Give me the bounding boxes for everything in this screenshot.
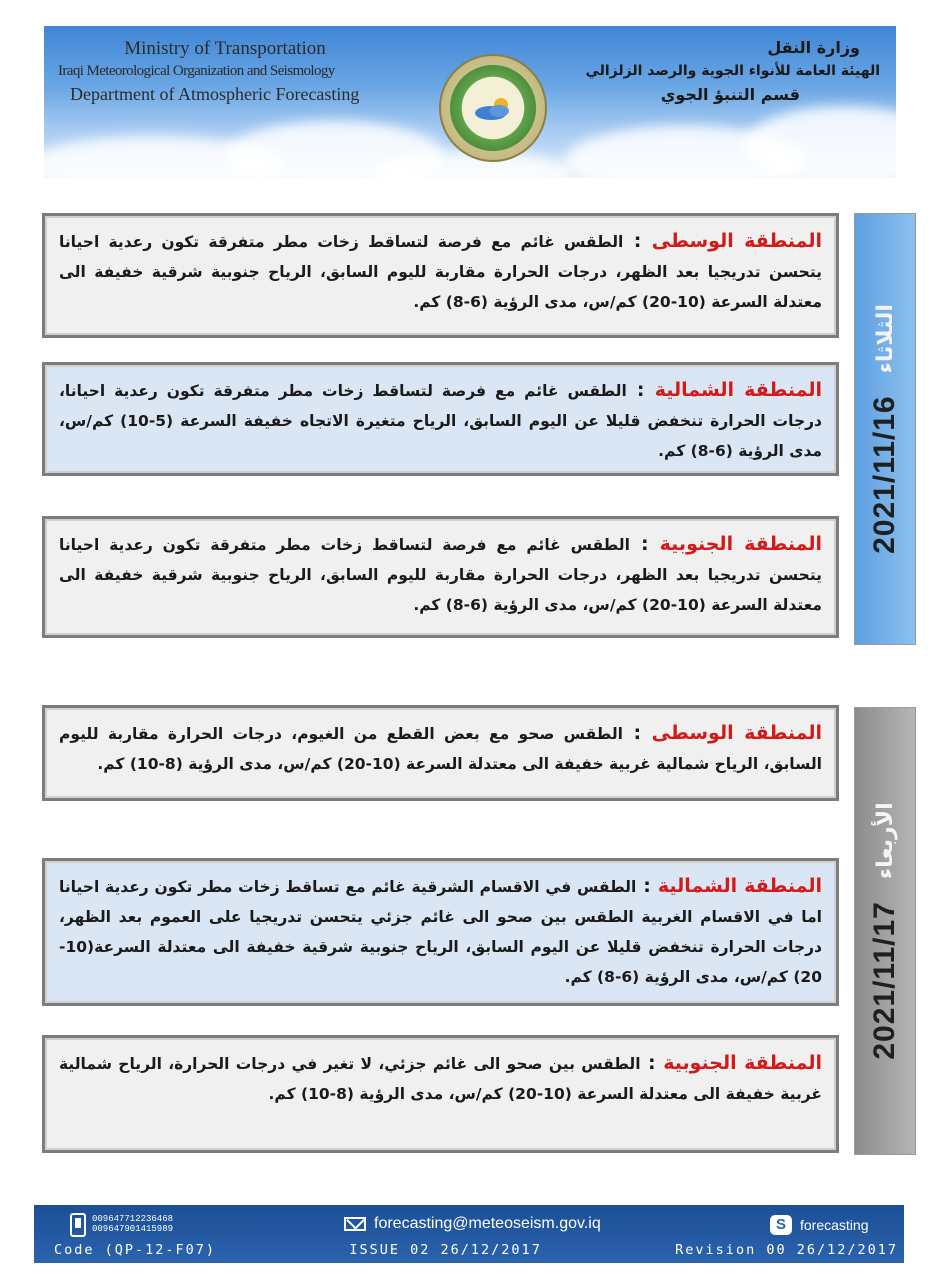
day-tab-wednesday: [854, 707, 916, 1155]
region-label: المنطقة الشمالية: [654, 379, 823, 401]
day-date: 2021/11/16: [868, 395, 901, 554]
ministry-name-en: Ministry of Transportation: [124, 38, 326, 59]
forecast-text: الطقس في الاقسام الشرقية غائم مع تساقط زخات مطر تكون رعدية احيانا اما في الاقسام الغربية الطقس بين صحو الى غائم جزئي يتحسن تدريجيا على العموم بعد الظهر، درجات الحرارة تنخفض قليلا عن اليوم السابق، الرياح جنوبية شرقية خفيفة الى معتدلة السرعة(10-20) كم/س، مدى الرؤية (6-8) كم.: [59, 878, 822, 986]
region-label: المنطقة الجنوبية: [659, 533, 822, 555]
phone-numbers: [92, 1214, 173, 1234]
header-english: [58, 38, 368, 105]
forecast-text: الطقس صحو مع بعض القطع من الغيوم، درجات الحرارة مقاربة لليوم السابق، الرياح شمالية غربية خفيفة الى معتدلة السرعة (10-20) كم/س، مدى الرؤية (8-10) كم.: [59, 725, 822, 773]
document-issue: ISSUE 02 26/12/2017: [349, 1242, 542, 1258]
skype-icon: S: [770, 1215, 792, 1235]
day-name: الأربعاء: [872, 802, 898, 880]
phone-number: 009647712236468: [92, 1214, 174, 1224]
region-label: المنطقة الجنوبية: [663, 1052, 822, 1074]
forecast-box-central-day2: المنطقة الوسطى : الطقس صحو مع بعض القطع من الغيوم، درجات الحرارة مقاربة لليوم السابق، الرياح شمالية غربية خفيفة الى معتدلة السرعة (10-20) كم/س، مدى الرؤية (8-10) كم.: [42, 705, 839, 801]
header-banner: [44, 26, 896, 178]
skype-handle: forecasting: [800, 1217, 869, 1233]
phone-icon: [70, 1213, 86, 1237]
day-tab-tuesday: [854, 213, 916, 645]
organization-name-en: Iraqi Meteorological Organization and Seismology: [58, 63, 335, 79]
document-revision: Revision 00 26/12/2017: [675, 1242, 898, 1258]
day-name: الثلاثاء: [872, 304, 898, 374]
document-code-line: [54, 1242, 904, 1258]
region-label: المنطقة الشمالية: [657, 875, 822, 897]
forecast-text: الطقس غائم مع فرصة لتساقط زخات مطر متفرقة تكون رعدية احيانا يتحسن تدريجيا بعد الظهر، درجات الحرارة مقاربة لليوم السابق، الرياح جنوبية شرقية خفيفة الى معتدلة السرعة (10-20) كم/س، مدى الرؤية (6-8) كم.: [59, 536, 822, 614]
department-name-en: Department of Atmospheric Forecasting: [70, 84, 360, 104]
forecast-text: الطقس غائم مع فرصة لتساقط زخات مطر متفرقة تكون رعدية احيانا، درجات الحرارة تنخفض قليلا عن اليوم السابق، الرياح متغيرة الاتجاه خفيفة السرعة (5-10) كم/س، مدى الرؤية (6-8) كم.: [59, 382, 822, 460]
mail-icon: [344, 1217, 366, 1231]
ministry-name-ar: وزارة النقل: [767, 38, 860, 57]
forecast-text: الطقس بين صحو الى غائم جزئي، لا تغير في درجات الحرارة، الرياح شمالية غربية خفيفة الى معتدلة السرعة (10-20) كم/س، مدى الرؤية (8-10) كم.: [59, 1055, 822, 1103]
forecast-box-north-day1: المنطقة الشمالية : الطقس غائم مع فرصة لتساقط زخات مطر متفرقة تكون رعدية احيانا، درجات الحرارة تنخفض قليلا عن اليوم السابق، الرياح متغيرة الاتجاه خفيفة السرعة (5-10) كم/س، مدى الرؤية (6-8) كم.: [42, 362, 839, 476]
region-label: المنطقة الوسطى: [651, 722, 822, 744]
forecast-text: الطقس غائم مع فرصة لتساقط زخات مطر متفرقة تكون رعدية احيانا يتحسن تدريجيا بعد الظهر، درجات الحرارة مقاربة لليوم السابق، الرياح جنوبية شرقية خفيفة الى معتدلة السرعة (10-20) كم/س، مدى الرؤية (6-8) كم.: [59, 233, 822, 311]
department-name-ar: قسم التنبؤ الجوي: [660, 85, 800, 104]
footer-bar: [34, 1205, 904, 1263]
day-date: 2021/11/17: [868, 901, 901, 1060]
forecast-box-south-day1: المنطقة الجنوبية : الطقس غائم مع فرصة لتساقط زخات مطر متفرقة تكون رعدية احيانا يتحسن تدريجيا بعد الظهر، درجات الحرارة مقاربة لليوم السابق، الرياح جنوبية شرقية خفيفة الى معتدلة السرعة (10-20) كم/س، مدى الرؤية (6-8) كم.: [42, 516, 839, 638]
document-code: Code (QP-12-F07): [54, 1242, 217, 1258]
phone-number: 009647901415989: [92, 1224, 174, 1234]
forecast-box-central-day1: المنطقة الوسطى : الطقس غائم مع فرصة لتساقط زخات مطر متفرقة تكون رعدية احيانا يتحسن تدريجيا بعد الظهر، درجات الحرارة مقاربة لليوم السابق، الرياح جنوبية شرقية خفيفة الى معتدلة السرعة (10-20) كم/س، مدى الرؤية (6-8) كم.: [42, 213, 839, 338]
cloud-sun-icon: [469, 96, 519, 122]
organization-name-ar: الهيئة العامة للأنواء الجوية والرصد الزلزالي: [585, 63, 880, 79]
forecast-box-south-day2: المنطقة الجنوبية : الطقس بين صحو الى غائم جزئي، لا تغير في درجات الحرارة، الرياح شمالية غربية خفيفة الى معتدلة السرعة (10-20) كم/س، مدى الرؤية (8-10) كم.: [42, 1035, 839, 1153]
header-arabic: [520, 38, 880, 104]
region-label: المنطقة الوسطى: [651, 230, 823, 252]
forecast-box-north-day2: المنطقة الشمالية : الطقس في الاقسام الشرقية غائم مع تساقط زخات مطر تكون رعدية احيانا اما في الاقسام الغربية الطقس بين صحو الى غائم جزئي يتحسن تدريجيا على العموم بعد الظهر، درجات الحرارة تنخفض قليلا عن اليوم السابق، الرياح جنوبية شرقية خفيفة الى معتدلة السرعة(10-20) كم/س، مدى الرؤية (6-8) كم.: [42, 858, 839, 1006]
email-address[interactable]: forecasting@meteoseism.gov.iq: [374, 1215, 601, 1232]
